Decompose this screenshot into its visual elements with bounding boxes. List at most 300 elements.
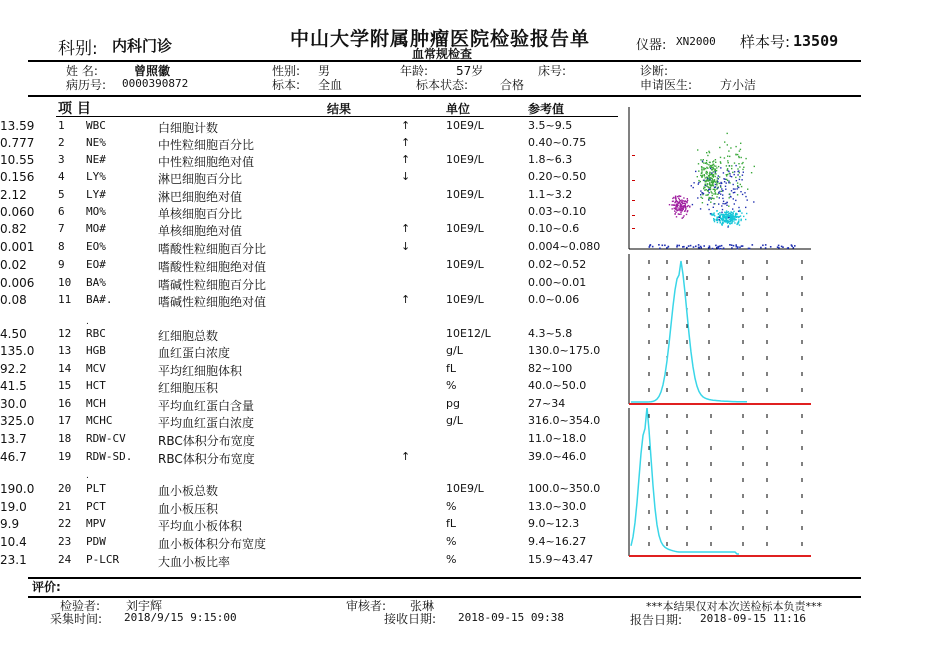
scatter-dot <box>721 205 722 206</box>
scatter-dot <box>682 246 684 248</box>
scatter-dot <box>745 158 746 159</box>
scatter-dot <box>737 174 738 175</box>
cell-no: 13 <box>58 344 72 357</box>
col-unit: 单位 <box>446 102 471 116</box>
scatter-dot <box>729 173 730 174</box>
cell-ref: 4.3~5.8 <box>528 327 573 340</box>
scatter-dot <box>674 210 675 211</box>
cell-ref: 40.0~50.0 <box>528 379 587 392</box>
group-separator-dot: . <box>86 471 89 481</box>
scatter-dot <box>672 208 673 209</box>
table-row <box>0 119 620 136</box>
cell-no: 1 <box>58 119 65 132</box>
scatter-dot <box>727 133 728 134</box>
cell-ref: 11.0~18.0 <box>528 432 587 445</box>
scatter-dot <box>695 171 696 172</box>
scatter-dot <box>674 202 675 203</box>
diagnosis-label: 诊断: <box>640 64 669 78</box>
cell-unit: % <box>446 500 457 513</box>
sample-label: 样本号: <box>740 33 791 51</box>
scatter-dot <box>740 184 741 185</box>
cell-code: RDW-CV <box>86 432 126 445</box>
scatter-dot <box>697 176 698 177</box>
cell-result: 0.02 <box>0 258 27 272</box>
scatter-dot <box>741 212 742 213</box>
cell-ref: 27~34 <box>528 397 566 410</box>
scatter-dot <box>722 215 723 216</box>
scatter-dot <box>762 245 764 247</box>
scatter-dot <box>736 246 738 248</box>
scatter-dot <box>675 212 676 213</box>
scatter-dot <box>737 194 738 195</box>
cell-no: 7 <box>58 222 65 235</box>
scatter-dot <box>718 175 719 176</box>
scatter-dot <box>735 244 737 246</box>
scatter-dot <box>698 170 699 171</box>
scatter-dot <box>680 214 681 215</box>
table-row <box>0 170 620 187</box>
scatter-dot <box>710 187 711 188</box>
scatter-dot <box>726 175 727 176</box>
cell-unit: g/L <box>446 414 463 427</box>
scatter-dot <box>732 172 733 173</box>
cell-code: PCT <box>86 500 106 513</box>
scatter-dot <box>710 168 711 169</box>
scatter-dot <box>745 219 746 220</box>
table-row <box>0 293 620 310</box>
scatter-dot <box>727 226 728 227</box>
scatter-dot <box>732 219 733 220</box>
cell-no: 3 <box>58 153 65 166</box>
scatter-dot <box>698 182 699 183</box>
collect-label: 采集时间: <box>50 612 103 626</box>
scatter-dot <box>738 207 739 208</box>
scatter-dot <box>718 192 719 193</box>
scatter-dot <box>717 181 718 182</box>
table-row <box>0 344 620 361</box>
scatter-dot <box>712 178 713 179</box>
scatter-dot <box>679 195 680 196</box>
scatter-dot <box>765 247 767 249</box>
scatter-dot <box>791 245 793 247</box>
scatter-dot <box>677 196 678 197</box>
cell-name: 白细胞计数 <box>158 121 219 135</box>
scatter-dot <box>746 213 747 214</box>
cell-result: 0.08 <box>0 293 27 307</box>
scatter-dot <box>700 194 701 195</box>
cell-name: 血小板体积分布宽度 <box>158 537 267 551</box>
scatter-dot <box>674 204 675 205</box>
scatter-dot <box>720 220 721 221</box>
scatter-dot <box>698 244 700 246</box>
scatter-dot <box>710 202 711 203</box>
scatter-dot <box>739 150 740 151</box>
scatter-dot <box>708 192 709 193</box>
age-label: 年龄: <box>400 64 429 78</box>
scatter-dot <box>708 164 709 165</box>
cell-ref: 0.40~0.75 <box>528 136 587 149</box>
cell-unit: 10E9/L <box>446 293 484 306</box>
cell-result: 0.006 <box>0 276 35 290</box>
cell-no: 8 <box>58 240 65 253</box>
scatter-dot <box>716 183 717 184</box>
specimen-status-value: 合格 <box>500 78 525 92</box>
scatter-dot <box>701 166 702 167</box>
scatter-axis-tick <box>632 215 635 216</box>
cell-flag: ↑ <box>401 450 411 463</box>
scatter-dot <box>719 183 720 184</box>
cell-no: 19 <box>58 450 72 463</box>
scatter-dot <box>752 244 754 246</box>
scatter-dot <box>698 247 700 249</box>
cell-name: 中性粒细胞百分比 <box>158 138 255 152</box>
scatter-dot <box>710 174 711 175</box>
table-row <box>0 432 620 449</box>
cell-no: 23 <box>58 535 72 548</box>
scatter-dot <box>734 162 735 163</box>
cell-result: 4.50 <box>0 327 27 341</box>
scatter-dot <box>738 219 739 220</box>
cell-ref: 1.8~6.3 <box>528 153 573 166</box>
scatter-dot <box>729 223 730 224</box>
scatter-dot <box>705 168 706 169</box>
rbc-curve <box>631 261 747 402</box>
cell-no: 9 <box>58 258 65 271</box>
scatter-dot <box>738 170 739 171</box>
scatter-dot <box>726 220 727 221</box>
scatter-dot <box>714 181 715 182</box>
col-result: 结果 <box>327 102 352 116</box>
scatter-dot <box>726 182 727 183</box>
scatter-dot <box>689 206 690 207</box>
scatter-dot <box>715 184 716 185</box>
cell-unit: 10E9/L <box>446 119 484 132</box>
scatter-dot <box>666 247 668 249</box>
scatter-dot <box>726 210 727 211</box>
scatter-dot <box>747 189 748 190</box>
cell-flag: ↑ <box>401 153 411 166</box>
scatter-dot <box>702 192 703 193</box>
scatter-dot <box>713 203 714 204</box>
scatter-dot <box>683 215 684 216</box>
cell-name: 淋巴细胞绝对值 <box>158 190 243 204</box>
cell-name: 平均血小板体积 <box>158 519 243 533</box>
scatter-dot <box>678 245 680 247</box>
cell-result: 2.12 <box>0 188 27 202</box>
cell-no: 15 <box>58 379 72 392</box>
scatter-dot <box>727 168 728 169</box>
cell-unit: 10E9/L <box>446 258 484 271</box>
scatter-dot <box>733 211 734 212</box>
cell-unit: % <box>446 553 457 566</box>
scatter-dot <box>737 248 739 250</box>
cell-name: 平均红细胞体积 <box>158 364 243 378</box>
receive-value: 2018-09-15 09:38 <box>458 611 564 624</box>
scatter-dot <box>649 245 651 247</box>
cell-unit: pg <box>446 397 460 410</box>
scatter-dot <box>680 212 681 213</box>
scatter-dot <box>682 202 683 203</box>
scatter-dot <box>730 211 731 212</box>
cell-result: 325.0 <box>0 414 35 428</box>
scatter-dot <box>711 213 712 214</box>
footer-top-rule <box>28 577 861 579</box>
scatter-dot <box>683 217 684 218</box>
cell-name: 嗜酸性粒细胞绝对值 <box>158 260 267 274</box>
scatter-dot <box>705 185 706 186</box>
scatter-dot <box>729 165 730 166</box>
scatter-dot <box>720 183 721 184</box>
scatter-dot <box>741 219 742 220</box>
scatter-dot <box>724 215 725 216</box>
table-row <box>0 535 620 552</box>
scatter-dot <box>721 188 722 189</box>
cell-code: HGB <box>86 344 106 357</box>
cell-result: 92.2 <box>0 362 27 376</box>
table-row <box>0 379 620 396</box>
cell-code: BA% <box>86 276 106 289</box>
cell-ref: 39.0~46.0 <box>528 450 587 463</box>
scatter-dot <box>729 193 730 194</box>
scatter-dot <box>712 174 713 175</box>
cell-no: 5 <box>58 188 65 201</box>
scatter-dot <box>739 172 740 173</box>
scatter-dot <box>745 196 746 197</box>
doctor-value: 方小洁 <box>720 78 757 92</box>
scatter-dot <box>693 182 694 183</box>
scatter-dot <box>726 205 727 206</box>
scatter-dot <box>725 214 726 215</box>
scatter-dot <box>747 199 748 200</box>
cell-result: 9.9 <box>0 517 20 531</box>
cell-ref: 0.02~0.52 <box>528 258 587 271</box>
scatter-dot <box>770 246 772 248</box>
scatter-dot <box>728 206 729 207</box>
scatter-dot <box>707 204 708 205</box>
collect-value: 2018/9/15 9:15:00 <box>124 611 237 624</box>
scatter-dot <box>700 181 701 182</box>
scatter-dot <box>720 185 721 186</box>
scatter-dot <box>707 184 708 185</box>
scatter-dot <box>722 190 723 191</box>
receive-label: 接收日期: <box>384 612 437 626</box>
scatter-dot <box>732 214 733 215</box>
specimen-status-label: 标本状态: <box>416 78 469 92</box>
scatter-dot <box>715 166 716 167</box>
scatter-dot <box>737 168 738 169</box>
scatter-dot <box>701 177 702 178</box>
scatter-dot <box>708 151 709 152</box>
scatter-dot <box>698 183 699 184</box>
scatter-dot <box>728 181 729 182</box>
cell-result: 0.001 <box>0 240 35 254</box>
table-row <box>0 553 620 570</box>
cell-no: 17 <box>58 414 72 427</box>
scatter-dot <box>735 154 736 155</box>
scatter-dot <box>700 175 701 176</box>
scatter-dot <box>728 217 729 218</box>
scatter-dot <box>701 173 702 174</box>
comment-label: 评价: <box>32 580 61 594</box>
scatter-dot <box>685 200 686 201</box>
cell-code: MPV <box>86 517 106 530</box>
cell-no: 6 <box>58 205 65 218</box>
name-label: 姓 名: <box>66 64 98 78</box>
scatter-dot <box>720 163 721 164</box>
scatter-dot <box>740 220 741 221</box>
scatter-dot <box>700 247 702 249</box>
scatter-dot <box>727 144 728 145</box>
scatter-dot <box>732 208 733 209</box>
scatter-dot <box>734 188 735 189</box>
table-row <box>0 414 620 431</box>
scatter-dot <box>740 191 741 192</box>
dept-value: 内科门诊 <box>112 37 173 55</box>
scatter-dot <box>675 208 676 209</box>
scatter-dot <box>714 165 715 166</box>
scatter-dot <box>739 224 740 225</box>
scatter-dot <box>703 245 705 247</box>
scatter-dot <box>688 245 690 247</box>
cell-ref: 9.0~12.3 <box>528 517 580 530</box>
scatter-dot <box>706 186 707 187</box>
table-row <box>0 482 620 499</box>
scatter-dot <box>719 217 720 218</box>
cell-result: 10.55 <box>0 153 35 167</box>
scatter-dot <box>711 191 712 192</box>
scatter-dot <box>778 245 780 247</box>
scatter-dot <box>709 152 710 153</box>
cell-code: MCV <box>86 362 106 375</box>
cell-no: 18 <box>58 432 72 445</box>
scatter-dot <box>680 207 681 208</box>
scatter-dot <box>700 197 701 198</box>
scatter-dot <box>662 245 664 247</box>
cell-unit: 10E9/L <box>446 482 484 495</box>
scatter-dot <box>704 190 705 191</box>
col-item: 项 目 <box>58 101 91 117</box>
scatter-dot <box>679 201 680 202</box>
scatter-dot <box>777 246 779 248</box>
record-label: 病历号: <box>66 78 107 92</box>
scatter-dot <box>721 218 722 219</box>
scatter-dot <box>698 163 699 164</box>
cell-code: PLT <box>86 482 106 495</box>
scatter-dot <box>712 248 714 250</box>
scatter-dot <box>711 180 712 181</box>
table-row <box>0 500 620 517</box>
scatter-dot <box>710 177 711 178</box>
scatter-dot <box>729 182 730 183</box>
scatter-dot <box>737 185 738 186</box>
scatter-dot <box>686 247 688 249</box>
scatter-dot <box>736 180 737 181</box>
scatter-dot <box>685 208 686 209</box>
scatter-dot <box>722 194 723 195</box>
cell-code: RDW-SD. <box>86 450 133 463</box>
scatter-dot <box>671 204 672 205</box>
scatter-dot <box>682 200 683 201</box>
cell-name: 单核细胞百分比 <box>158 207 243 221</box>
scatter-dot <box>719 197 720 198</box>
group-separator-dot: . <box>86 317 89 327</box>
scatter-dot <box>720 167 721 168</box>
scatter-dot <box>741 179 742 180</box>
scatter-dot <box>720 215 721 216</box>
scatter-dot <box>735 146 736 147</box>
scatter-dot <box>724 212 725 213</box>
scatter-dot <box>738 211 739 212</box>
scatter-dot <box>698 180 699 181</box>
scatter-dot <box>703 180 704 181</box>
cell-no: 11 <box>58 293 72 306</box>
table-row <box>0 517 620 534</box>
scatter-dot <box>725 189 726 190</box>
scatter-dot <box>704 174 705 175</box>
scatter-dot <box>683 207 684 208</box>
scatter-dot <box>753 201 754 202</box>
scatter-dot <box>704 175 705 176</box>
reviewer-value: 张琳 <box>410 599 435 613</box>
cell-no: 4 <box>58 170 65 183</box>
scatter-dot <box>712 195 713 196</box>
bed-label: 床号: <box>538 64 567 78</box>
cell-no: 22 <box>58 517 72 530</box>
scatter-dot <box>793 247 795 249</box>
cell-no: 2 <box>58 136 65 149</box>
scatter-dot <box>707 163 708 164</box>
scatter-dot <box>727 212 728 213</box>
cell-result: 135.0 <box>0 344 35 358</box>
scatter-dot <box>788 247 790 249</box>
cell-name: 血小板总数 <box>158 484 219 498</box>
cell-result: 0.82 <box>0 222 27 236</box>
scatter-dot <box>719 212 720 213</box>
scatter-dot <box>676 204 677 205</box>
scatter-dot <box>649 246 651 248</box>
scatter-dot <box>729 217 730 218</box>
scatter-dot <box>731 244 733 246</box>
scatter-dot <box>686 202 687 203</box>
scatter-dot <box>730 221 731 222</box>
scatter-dot <box>741 186 742 187</box>
scatter-dot <box>713 171 714 172</box>
scatter-dot <box>713 185 714 186</box>
scatter-dot <box>713 160 714 161</box>
table-row <box>0 153 620 170</box>
table-row <box>0 136 620 153</box>
scatter-dot <box>735 219 736 220</box>
scatter-dot <box>714 169 715 170</box>
scatter-dot <box>734 171 735 172</box>
scatter-dot <box>716 170 717 171</box>
scatter-dot <box>740 143 741 144</box>
scatter-dot <box>720 157 721 158</box>
scatter-dot <box>718 248 720 250</box>
scatter-dot <box>733 184 734 185</box>
scatter-dot <box>726 202 727 203</box>
scatter-dot <box>720 187 721 188</box>
scatter-dot <box>710 197 711 198</box>
scatter-dot <box>734 192 735 193</box>
scatter-dot <box>718 203 719 204</box>
scatter-dot <box>707 178 708 179</box>
scatter-dot <box>703 159 704 160</box>
scatter-dot <box>733 245 735 247</box>
cell-name: 嗜碱性粒细胞绝对值 <box>158 295 267 309</box>
scatter-dot <box>715 245 717 247</box>
table-row <box>0 240 620 257</box>
